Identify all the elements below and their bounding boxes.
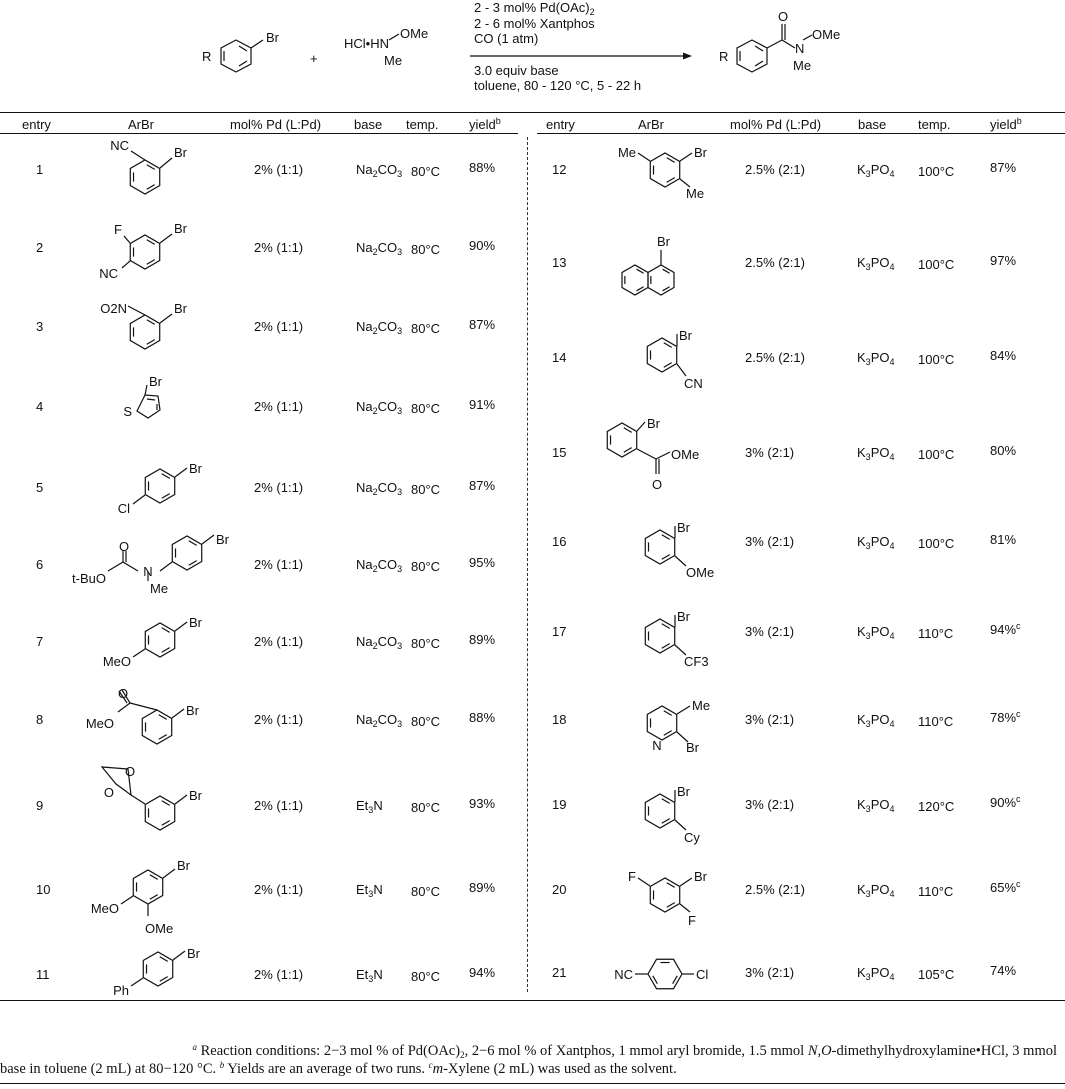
molecule-entry-19 <box>645 784 700 845</box>
substituent-label: NC <box>110 138 129 153</box>
yield-cell: 78%$^c$ <box>990 709 1021 725</box>
pd-loading-cell: 2% (1:1) <box>254 399 304 414</box>
temperature-cell: 100°C <box>918 447 955 462</box>
substituent-label: S <box>123 404 132 419</box>
header-base-left: base <box>354 117 383 132</box>
temperature-cell: 110°C <box>918 714 954 729</box>
yield-cell: 91% <box>469 397 496 412</box>
substituent-label: Br <box>189 461 202 476</box>
base-cell: $Na_2CO_3$ <box>356 712 403 729</box>
entry-number: 6 <box>36 557 44 572</box>
product-me-label: Me <box>793 58 812 73</box>
substituent-label: Me <box>150 581 169 596</box>
pd-loading-cell: 2% (1:1) <box>254 967 304 982</box>
temperature-cell: 80°C <box>411 482 441 497</box>
substituent-label: MeO <box>85 716 114 731</box>
yield-cell: 87% <box>469 317 496 332</box>
base-cell: $Et_3N$ <box>356 798 383 815</box>
substituent-label: OMe <box>686 565 715 580</box>
yield-cell: 87% <box>990 160 1017 175</box>
yield-cell: 74% <box>990 963 1017 978</box>
base-cell: $K_3PO_4$ <box>857 534 895 551</box>
temperature-cell: 80°C <box>411 401 441 416</box>
yield-cell: 97% <box>990 253 1017 268</box>
substituent-label: O <box>652 477 663 492</box>
substituent-label: Br <box>189 788 202 803</box>
base-cell: $Na_2CO_3$ <box>356 240 403 257</box>
substituent-label: Br <box>686 740 699 755</box>
substituent-label: Br <box>216 532 229 547</box>
substituent-label: Me <box>692 698 711 713</box>
substituent-label: Br <box>677 609 690 624</box>
amine-hcl-label: HCl•HN <box>344 36 389 51</box>
substituent-label: CN <box>684 376 703 391</box>
temperature-cell: 105°C <box>918 967 955 982</box>
header-yield-left: yield$^b$ <box>469 116 501 132</box>
temperature-cell: 110°C <box>918 884 954 899</box>
temperature-cell: 100°C <box>918 536 955 551</box>
pd-loading-cell: 3% (2:1) <box>745 797 795 812</box>
header-entry-left: entry <box>22 117 51 132</box>
substituent-label: Br <box>694 145 707 160</box>
substituent-label: Br <box>149 374 162 389</box>
pd-loading-cell: 2% (1:1) <box>254 882 304 897</box>
yield-cell: 90% <box>469 238 496 253</box>
header-pd-left: mol% Pd (L:Pd) <box>230 117 322 132</box>
reactant-br-label: Br <box>266 30 279 45</box>
substituent-label: NC <box>614 967 633 982</box>
entry-number: 20 <box>552 882 567 897</box>
substituent-label: Br <box>679 328 692 343</box>
plus-sign: + <box>310 51 318 66</box>
temperature-cell: 80°C <box>411 321 441 336</box>
pd-loading-cell: 2% (1:1) <box>254 634 304 649</box>
header-arbr-left: ArBr <box>128 117 154 132</box>
footnote-line-2: base in toluene (2 mL) at 80−120 °C. $^b$ Yields are an average of two runs. $^c$m-Xylene (2 mL) was used as the solvent. <box>0 1060 677 1077</box>
substituent-label: Me <box>617 145 636 160</box>
pd-loading-cell: 2.5% (2:1) <box>745 350 805 365</box>
base-cell: $K_3PO_4$ <box>857 350 895 367</box>
footnote-line-1: $^a$ Reaction conditions: 2−3 mol % of $Pd(OAc)_2$, 2−6 mol % of Xantphos, 1 mmol aryl bromide, 1.5 mmol N,O-dimethylhydroxylamine•HCl, 3 mmol <box>192 1042 1057 1060</box>
substituent-label: MeO <box>102 654 131 669</box>
yield-cell: 81% <box>990 532 1017 547</box>
entry-number: 17 <box>552 624 567 639</box>
yield-cell: 84% <box>990 348 1017 363</box>
substituent-label: Cy <box>684 830 700 845</box>
pd-loading-cell: 3% (2:1) <box>745 445 795 460</box>
header-arbr-right: ArBr <box>638 117 664 132</box>
condition-base: 3.0 equiv base <box>474 63 559 78</box>
substituent-label: Br <box>677 784 690 799</box>
pd-loading-cell: 2.5% (2:1) <box>745 882 805 897</box>
molecule-entry-6 <box>72 532 230 596</box>
molecule-entry-2 <box>99 221 187 281</box>
entry-number: 1 <box>36 162 44 177</box>
substituent-label: MeO <box>90 901 119 916</box>
temperature-cell: 80°C <box>411 636 441 651</box>
yield-cell: 88% <box>469 710 496 725</box>
base-cell: $Et_3N$ <box>356 967 383 984</box>
base-cell: $K_3PO_4$ <box>857 445 895 462</box>
substituent-label: NC <box>99 266 118 281</box>
substituent-label: O2N <box>100 301 127 316</box>
pd-loading-cell: 2% (1:1) <box>254 162 304 177</box>
molecule-entry-8 <box>86 686 200 744</box>
pd-loading-cell: 2.5% (2:1) <box>745 162 805 177</box>
substituent-label: Br <box>694 869 707 884</box>
amine-me-label: Me <box>384 53 403 68</box>
pd-loading-cell: 2% (1:1) <box>254 557 304 572</box>
substituent-label: O <box>103 785 114 800</box>
pd-loading-cell: 2% (1:1) <box>254 798 304 813</box>
yield-cell: 80% <box>990 443 1017 458</box>
pd-loading-cell: 2% (1:1) <box>254 240 304 255</box>
base-cell: $Na_2CO_3$ <box>356 634 403 651</box>
substituent-label: Me <box>686 186 705 201</box>
substituent-label: Ph <box>113 983 129 998</box>
condition-pd: 2 - 3 mol% $Pd(OAc)_2$ <box>474 0 595 17</box>
molecule-entry-1 <box>110 138 187 194</box>
header-base-right: base <box>858 117 887 132</box>
yield-cell: 95% <box>469 555 496 570</box>
yield-cell: 89% <box>469 632 496 647</box>
base-cell: $Na_2CO_3$ <box>356 162 403 179</box>
substituent-label: Br <box>174 301 187 316</box>
substituent-label: Br <box>657 234 670 249</box>
product-r-label: R <box>719 49 729 64</box>
yield-cell: 89% <box>469 880 496 895</box>
base-cell: $K_3PO_4$ <box>857 797 895 814</box>
entry-number: 3 <box>36 319 44 334</box>
product-n-label: N <box>795 41 805 56</box>
molecule-entry-16 <box>645 520 714 580</box>
amine-ome-label: OMe <box>400 26 429 41</box>
entry-number: 2 <box>36 240 44 255</box>
molecule-entry-14 <box>647 328 703 391</box>
substituent-label: Cl <box>696 967 709 982</box>
entry-number: 7 <box>36 634 44 649</box>
table-bottom-rule <box>0 1000 1065 1001</box>
yield-cell: 94% <box>469 965 496 980</box>
base-cell: $Et_3N$ <box>356 882 383 899</box>
temperature-cell: 110°C <box>918 626 954 641</box>
header-entry-right: entry <box>546 117 575 132</box>
molecule-entry-18 <box>647 698 710 755</box>
yield-cell: 93% <box>469 796 496 811</box>
product-ome-label: OMe <box>812 27 841 42</box>
temperature-cell: 80°C <box>411 714 441 729</box>
condition-co: CO (1 atm) <box>474 31 539 46</box>
substituent-label: O <box>118 539 130 554</box>
yield-cell: 87% <box>469 478 496 493</box>
entry-number: 13 <box>552 255 567 270</box>
temperature-cell: 100°C <box>918 164 955 179</box>
substituent-label: Br <box>647 416 660 431</box>
substituent-label: O <box>117 686 129 701</box>
temperature-cell: 80°C <box>411 969 441 984</box>
substituent-label: O <box>125 764 136 779</box>
substituent-label: N <box>143 564 153 579</box>
temperature-cell: 80°C <box>411 164 441 179</box>
molecule-entry-4 <box>123 374 162 419</box>
substituent-label: Br <box>187 946 200 961</box>
yield-cell: 88% <box>469 160 496 175</box>
substituent-label: CF3 <box>684 654 709 669</box>
molecule-entry-21 <box>614 959 708 988</box>
temperature-cell: 80°C <box>411 800 441 815</box>
substituent-label: Br <box>677 520 690 535</box>
substituent-label: Br <box>186 703 199 718</box>
molecule-entry-5 <box>118 461 203 516</box>
entry-number: 4 <box>36 399 44 414</box>
substituent-label: Cl <box>117 501 130 516</box>
temperature-cell: 80°C <box>411 884 441 899</box>
substituent-label: F <box>688 913 696 928</box>
substituent-label: N <box>652 738 662 753</box>
header-yield-right: yield$^b$ <box>990 116 1022 132</box>
molecule-entry-7 <box>103 615 203 669</box>
entry-number: 10 <box>36 882 51 897</box>
base-cell: $K_3PO_4$ <box>857 712 895 729</box>
temperature-cell: 100°C <box>918 352 955 367</box>
pd-loading-cell: 3% (2:1) <box>745 965 795 980</box>
entry-number: 9 <box>36 798 44 813</box>
substituent-label: OMe <box>145 921 174 936</box>
base-cell: $K_3PO_4$ <box>857 162 895 179</box>
condition-xantphos: 2 - 6 mol% Xantphos <box>474 16 595 31</box>
molecule-entry-15 <box>607 416 699 492</box>
molecule-entry-12 <box>618 145 708 201</box>
base-cell: $Na_2CO_3$ <box>356 557 403 574</box>
pd-loading-cell: 2% (1:1) <box>254 480 304 495</box>
entry-number: 5 <box>36 480 44 495</box>
molecule-entry-13 <box>622 234 674 295</box>
yield-cell: 90%$^c$ <box>990 794 1021 810</box>
condition-solvent: toluene, 80 - 120 °C, 5 - 22 h <box>474 78 642 93</box>
pd-loading-cell: 3% (2:1) <box>745 534 795 549</box>
base-cell: $K_3PO_4$ <box>857 624 895 641</box>
temperature-cell: 100°C <box>918 257 955 272</box>
temperature-cell: 80°C <box>411 242 441 257</box>
pd-loading-cell: 2.5% (2:1) <box>745 255 805 270</box>
entry-number: 16 <box>552 534 567 549</box>
entry-number: 12 <box>552 162 567 177</box>
substituent-label: Br <box>189 615 202 630</box>
entry-number: 18 <box>552 712 567 727</box>
substituent-label: t-BuO <box>72 571 106 586</box>
pd-loading-cell: 2% (1:1) <box>254 319 304 334</box>
yield-cell: 94%$^c$ <box>990 621 1021 637</box>
reactant-r-label: R <box>202 49 212 64</box>
substituent-label: Br <box>174 145 187 160</box>
molecule-entry-11 <box>113 946 201 998</box>
entry-number: 11 <box>36 967 50 982</box>
molecule-entry-20 <box>628 869 708 928</box>
molecule-entry-17 <box>645 609 708 669</box>
temperature-cell: 120°C <box>918 799 955 814</box>
substituent-label: F <box>114 222 122 237</box>
footnote-bottom-rule <box>0 1083 1065 1084</box>
pd-loading-cell: 2% (1:1) <box>254 712 304 727</box>
substituent-label: Br <box>174 221 187 236</box>
molecule-entry-10 <box>91 858 191 936</box>
temperature-cell: 80°C <box>411 559 441 574</box>
base-cell: $Na_2CO_3$ <box>356 319 403 336</box>
substituent-label: Br <box>177 858 190 873</box>
pd-loading-cell: 3% (2:1) <box>745 624 795 639</box>
molecule-entry-3 <box>100 301 187 349</box>
base-cell: $K_3PO_4$ <box>857 255 895 272</box>
substituent-label: OMe <box>671 447 700 462</box>
header-pd-right: mol% Pd (L:Pd) <box>730 117 822 132</box>
base-cell: $Na_2CO_3$ <box>356 399 403 416</box>
base-cell: $K_3PO_4$ <box>857 882 895 899</box>
pd-loading-cell: 3% (2:1) <box>745 712 795 727</box>
yield-cell: 65%$^c$ <box>990 879 1021 895</box>
entry-number: 15 <box>552 445 567 460</box>
base-cell: $K_3PO_4$ <box>857 965 895 982</box>
entry-number: 19 <box>552 797 567 812</box>
entry-number: 8 <box>36 712 44 727</box>
base-cell: $Na_2CO_3$ <box>356 480 403 497</box>
header-temp-left: temp. <box>406 117 439 132</box>
entry-number: 21 <box>552 965 567 980</box>
substituent-label: F <box>628 869 636 884</box>
product-o-label: O <box>778 9 789 24</box>
molecule-entry-9 <box>102 764 203 830</box>
header-temp-right: temp. <box>918 117 951 132</box>
entry-number: 14 <box>552 350 567 365</box>
